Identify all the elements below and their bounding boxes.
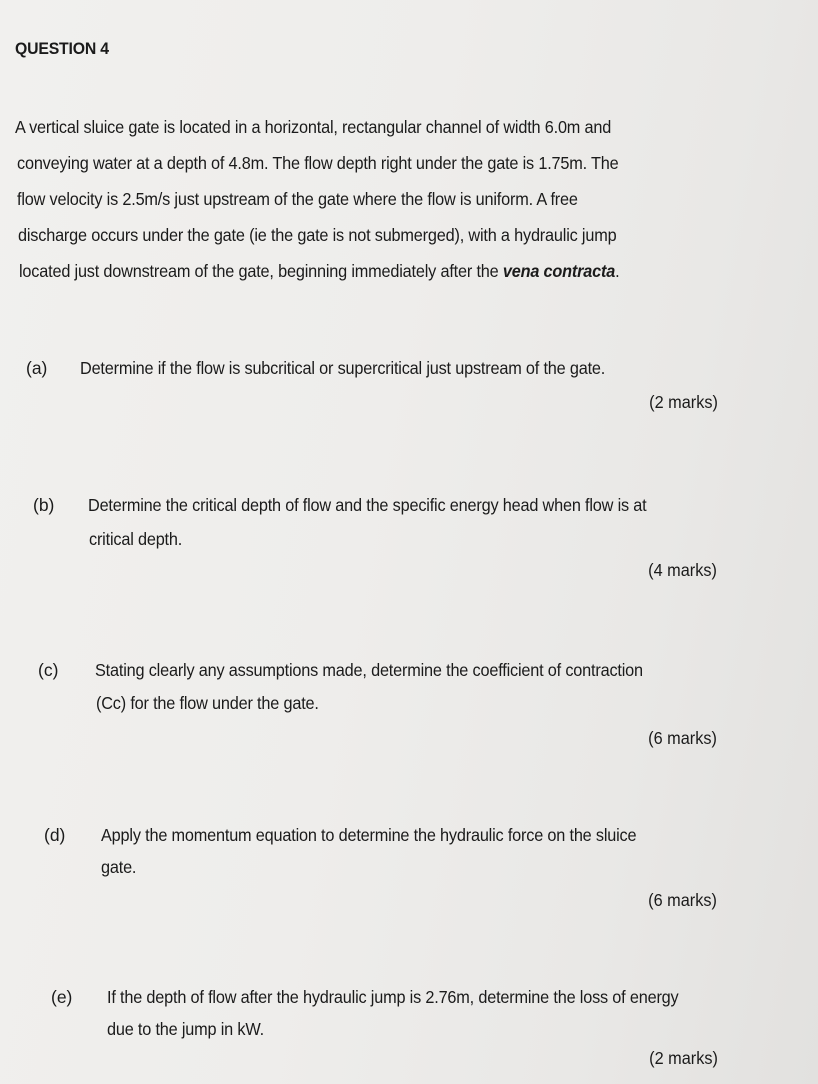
part-b-label: (b) xyxy=(33,495,55,515)
part-b-text-2: critical depth. xyxy=(89,529,183,549)
intro-line-3: flow velocity is 2.5m/s just upstream of the gate where the flow is uniform. A free xyxy=(17,189,578,209)
part-d-text-1: Apply the momentum equation to determine the hydraulic force on the sluice xyxy=(101,825,637,845)
part-c-text-1: Stating clearly any assumptions made, determine the coefficient of contraction xyxy=(95,660,643,680)
part-d-marks: (6 marks) xyxy=(648,890,717,910)
vena-contracta-emphasis: vena contracta xyxy=(502,261,616,281)
part-b-marks: (4 marks) xyxy=(648,560,717,580)
intro-line-2: conveying water at a depth of 4.8m. The flow depth right under the gate is 1.75m. The xyxy=(17,153,619,173)
intro-line-5-period: . xyxy=(615,261,620,281)
part-e-label: (e) xyxy=(51,987,73,1007)
part-c-label: (c) xyxy=(38,660,59,680)
part-c-text-2: (Cc) for the flow under the gate. xyxy=(96,693,319,713)
part-a-marks: (2 marks) xyxy=(649,392,718,412)
intro-line-1: A vertical sluice gate is located in a horizontal, rectangular channel of width 6.0m and xyxy=(15,117,612,137)
intro-line-4: discharge occurs under the gate (ie the gate is not submerged), with a hydraulic jump xyxy=(18,225,617,245)
intro-line-5-text: located just downstream of the gate, beginning immediately after the xyxy=(19,261,503,281)
part-a-label: (a) xyxy=(26,358,48,378)
part-e-text-2: due to the jump in kW. xyxy=(107,1019,264,1039)
part-d-label: (d) xyxy=(44,825,66,845)
part-d-text-2: gate. xyxy=(101,857,137,877)
question-title: QUESTION 4 xyxy=(15,39,109,58)
part-b-text-1: Determine the critical depth of flow and the specific energy head when flow is at xyxy=(88,495,647,515)
part-a-text: Determine if the flow is subcritical or supercritical just upstream of the gate. xyxy=(80,358,606,378)
part-c-marks: (6 marks) xyxy=(648,728,717,748)
part-e-text-1: If the depth of flow after the hydraulic jump is 2.76m, determine the loss of energy xyxy=(107,987,679,1007)
intro-line-5 xyxy=(19,260,619,282)
part-e-marks: (2 marks) xyxy=(649,1048,718,1068)
